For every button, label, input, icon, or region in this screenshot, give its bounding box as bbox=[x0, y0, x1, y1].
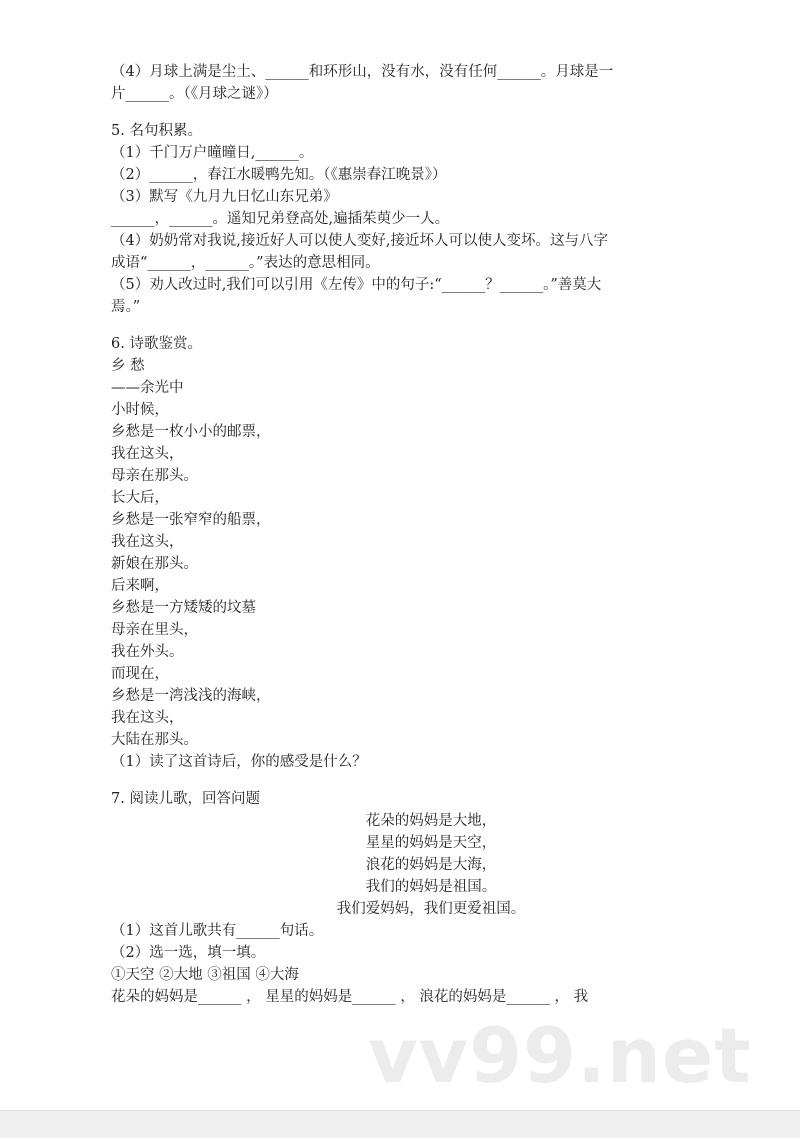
poem-line: 母亲在那头。 bbox=[111, 468, 198, 484]
text-line: （1）千门万户曈曈日,______。 bbox=[111, 145, 314, 161]
options-line: ①天空 ②大地 ③祖国 ④大海 bbox=[111, 967, 299, 983]
text-line: （1）这首儿歌共有______句话。 bbox=[111, 923, 324, 939]
song-line: 星星的妈妈是天空， bbox=[365, 835, 497, 851]
poem-line: 我在这头， bbox=[111, 710, 184, 726]
text-line: 花朵的妈妈是______ ， 星星的妈妈是______ ， 浪花的妈妈是______ ， 我 bbox=[111, 989, 589, 1005]
q6-question: （1）读了这首诗后，你的感受是什么？ bbox=[111, 754, 367, 770]
poem-line: 乡愁是一湾浅浅的海峡， bbox=[111, 688, 271, 704]
poem-author: ——余光中 bbox=[111, 380, 184, 396]
q7-title: 7. 阅读儿歌，回答问题 bbox=[111, 791, 260, 807]
poem-line: 母亲在里头， bbox=[111, 622, 198, 638]
song-line: 浪花的妈妈是大海， bbox=[365, 857, 497, 873]
text-line: （5）劝人改过时,我们可以引用《左传》中的句子:“______？______。”善莫大 bbox=[111, 277, 602, 293]
text-line: 焉。” bbox=[111, 299, 141, 315]
poem-line: 我在这头， bbox=[111, 446, 184, 462]
bottom-bar bbox=[0, 1110, 800, 1138]
poem-body bbox=[111, 399, 691, 751]
song-line: 花朵的妈妈是大地， bbox=[365, 813, 497, 829]
text-line: （3）默写《九月九日忆山东兄弟》 bbox=[111, 189, 338, 205]
text-line: （2）______，春江水暖鸭先知。（《惠崇春江晚景》） bbox=[111, 167, 447, 183]
poem-line: 长大后， bbox=[111, 490, 169, 506]
poem-line: 乡愁是一方矮矮的坟墓 bbox=[111, 600, 256, 616]
document-page bbox=[111, 61, 691, 1008]
text-line: 成语“______，______。”表达的意思相同。 bbox=[111, 255, 380, 271]
q5-title: 5. 名句积累。 bbox=[111, 123, 202, 139]
poem-line: 乡愁是一枚小小的邮票， bbox=[111, 424, 271, 440]
watermark: vv99.net bbox=[368, 1011, 752, 1100]
text-line: （4）月球上满是尘土、______和环形山，没有水，没有任何______。月球是一 bbox=[111, 64, 614, 80]
poem-line: 我在外头。 bbox=[111, 644, 184, 660]
song-line: 我们爱妈妈，我们更爱祖国。 bbox=[336, 901, 526, 917]
text-line: ______，______。遥知兄弟登高处,遍插茱萸少一人。 bbox=[111, 211, 450, 227]
poem-line: 后来啊， bbox=[111, 578, 169, 594]
poem-line: 乡愁是一张窄窄的船票， bbox=[111, 512, 271, 528]
poem-line: 大陆在那头。 bbox=[111, 732, 198, 748]
poem-title: 乡 愁 bbox=[111, 358, 145, 374]
poem-line: 我在这头， bbox=[111, 534, 184, 550]
text-line: （2）选一选，填一填。 bbox=[111, 945, 266, 961]
poem-line: 小时候， bbox=[111, 402, 169, 418]
text-line: （4）奶奶常对我说,接近好人可以使人变好,接近坏人可以使人变坏。这与八字 bbox=[111, 233, 608, 249]
poem-line: 而现在， bbox=[111, 666, 169, 682]
poem-line: 新娘在那头。 bbox=[111, 556, 198, 572]
song-line: 我们的妈妈是祖国。 bbox=[365, 879, 497, 895]
text-line: 片______。（《月球之谜》） bbox=[111, 86, 278, 102]
q6-title: 6. 诗歌鉴赏。 bbox=[111, 336, 202, 352]
